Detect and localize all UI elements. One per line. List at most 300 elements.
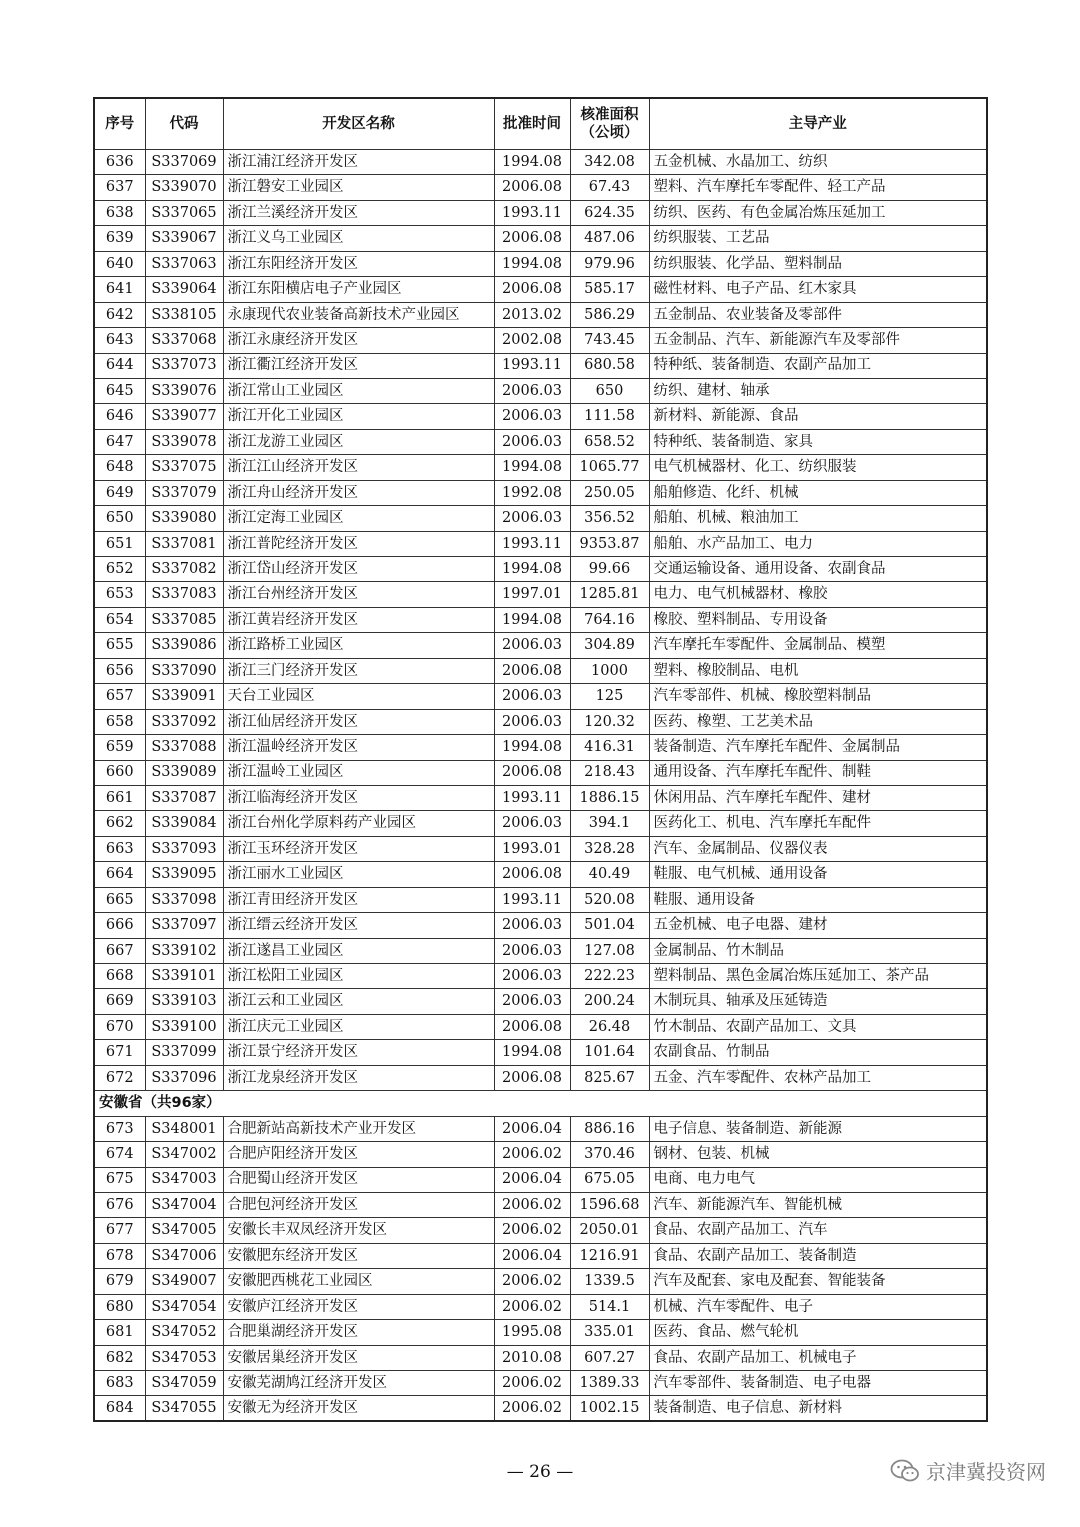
cell-code: S339070	[145, 175, 223, 200]
cell-industry: 电子信息、装备制造、新能源	[649, 1116, 987, 1141]
cell-area: 675.05	[570, 1167, 649, 1192]
cell-code: S348001	[145, 1116, 223, 1141]
cell-area: 1886.15	[570, 785, 649, 810]
cell-date: 2006.08	[494, 277, 570, 302]
cell-seq: 638	[94, 200, 145, 225]
cell-date: 2006.02	[494, 1192, 570, 1217]
cell-area: 585.17	[570, 277, 649, 302]
cell-industry: 五金机械、水晶加工、纺织	[649, 150, 987, 175]
cell-date: 1994.08	[494, 455, 570, 480]
cell-date: 1993.11	[494, 785, 570, 810]
header-date: 批准时间	[494, 98, 570, 150]
table-row	[94, 989, 987, 1014]
cell-name: 浙江丽水工业园区	[223, 862, 494, 887]
cell-seq: 674	[94, 1142, 145, 1167]
table-row	[94, 150, 987, 175]
table-row	[94, 1192, 987, 1217]
cell-seq: 642	[94, 302, 145, 327]
cell-seq: 647	[94, 429, 145, 454]
cell-date: 2006.03	[494, 633, 570, 658]
cell-code: S339064	[145, 277, 223, 302]
cell-industry: 五金制品、农业装备及零部件	[649, 302, 987, 327]
cell-code: S339067	[145, 226, 223, 251]
cell-name: 天台工业园区	[223, 684, 494, 709]
page-number: — 26 —	[506, 1462, 574, 1482]
cell-industry: 机械、汽车零配件、电子	[649, 1294, 987, 1319]
cell-seq: 662	[94, 811, 145, 836]
cell-name: 安徽长丰双凤经济开发区	[223, 1218, 494, 1243]
table-row	[94, 353, 987, 378]
table-row	[94, 531, 987, 556]
table-row	[94, 887, 987, 912]
table-row	[94, 913, 987, 938]
table-row	[94, 557, 987, 582]
cell-code: S337073	[145, 353, 223, 378]
cell-date: 2006.02	[494, 1269, 570, 1294]
table-row	[94, 862, 987, 887]
cell-seq: 671	[94, 1040, 145, 1065]
anhui-rows	[94, 1116, 987, 1421]
table-row	[94, 277, 987, 302]
watermark	[890, 1456, 1046, 1485]
cell-industry: 船舶、水产品加工、电力	[649, 531, 987, 556]
cell-date: 1993.11	[494, 887, 570, 912]
table-row	[94, 226, 987, 251]
cell-industry: 医药、橡塑、工艺美术品	[649, 709, 987, 734]
watermark-text: 京津冀投资网	[926, 1460, 1046, 1484]
cell-area: 356.52	[570, 506, 649, 531]
cell-code: S337068	[145, 328, 223, 353]
cell-name: 浙江台州经济开发区	[223, 582, 494, 607]
cell-seq: 655	[94, 633, 145, 658]
table-row	[94, 1116, 987, 1141]
cell-area: 200.24	[570, 989, 649, 1014]
table-row	[94, 429, 987, 454]
cell-code: S337079	[145, 480, 223, 505]
cell-date: 2006.04	[494, 1116, 570, 1141]
wechat-icon	[890, 1458, 920, 1484]
cell-name: 浙江遂昌工业园区	[223, 938, 494, 963]
cell-code: S339078	[145, 429, 223, 454]
cell-date: 2006.03	[494, 506, 570, 531]
cell-seq: 660	[94, 760, 145, 785]
cell-area: 586.29	[570, 302, 649, 327]
cell-area: 650	[570, 378, 649, 403]
cell-date: 2006.03	[494, 913, 570, 938]
table-row	[94, 811, 987, 836]
cell-industry: 船舶修造、化纤、机械	[649, 480, 987, 505]
table-row	[94, 684, 987, 709]
table-row	[94, 938, 987, 963]
cell-area: 1000	[570, 658, 649, 683]
cell-industry: 磁性材料、电子产品、红木家具	[649, 277, 987, 302]
cell-industry: 塑料、橡胶制品、电机	[649, 658, 987, 683]
cell-industry: 医药化工、机电、汽车摩托车配件	[649, 811, 987, 836]
cell-date: 2006.03	[494, 404, 570, 429]
cell-area: 304.89	[570, 633, 649, 658]
cell-date: 1994.08	[494, 607, 570, 632]
cell-seq: 673	[94, 1116, 145, 1141]
cell-code: S347005	[145, 1218, 223, 1243]
table-row	[94, 404, 987, 429]
cell-area: 607.27	[570, 1345, 649, 1370]
cell-code: S347055	[145, 1396, 223, 1421]
cell-name: 合肥巢湖经济开发区	[223, 1320, 494, 1345]
cell-name: 浙江云和工业园区	[223, 989, 494, 1014]
cell-code: S347054	[145, 1294, 223, 1319]
cell-industry: 电力、电气机械器材、橡胶	[649, 582, 987, 607]
cell-date: 2006.03	[494, 938, 570, 963]
cell-date: 2006.03	[494, 964, 570, 989]
cell-code: S337065	[145, 200, 223, 225]
cell-date: 2006.02	[494, 1371, 570, 1396]
cell-industry: 通用设备、汽车摩托车配件、制鞋	[649, 760, 987, 785]
cell-industry: 五金、汽车零配件、农林产品加工	[649, 1065, 987, 1090]
cell-name: 安徽无为经济开发区	[223, 1396, 494, 1421]
cell-area: 111.58	[570, 404, 649, 429]
header-name: 开发区名称	[223, 98, 494, 150]
cell-name: 浙江衢江经济开发区	[223, 353, 494, 378]
cell-name: 浙江龙游工业园区	[223, 429, 494, 454]
cell-area: 520.08	[570, 887, 649, 912]
cell-area: 218.43	[570, 760, 649, 785]
cell-date: 2010.08	[494, 1345, 570, 1370]
cell-seq: 659	[94, 735, 145, 760]
cell-code: S337083	[145, 582, 223, 607]
cell-date: 1994.08	[494, 251, 570, 276]
cell-seq: 653	[94, 582, 145, 607]
cell-date: 1997.01	[494, 582, 570, 607]
cell-code: S339102	[145, 938, 223, 963]
cell-seq: 658	[94, 709, 145, 734]
table-row	[94, 633, 987, 658]
cell-name: 浙江仙居经济开发区	[223, 709, 494, 734]
cell-code: S347004	[145, 1192, 223, 1217]
cell-seq: 652	[94, 557, 145, 582]
cell-seq: 665	[94, 887, 145, 912]
cell-industry: 塑料制品、黑色金属冶炼压延加工、茶产品	[649, 964, 987, 989]
cell-date: 1993.11	[494, 531, 570, 556]
cell-seq: 650	[94, 506, 145, 531]
cell-name: 安徽庐江经济开发区	[223, 1294, 494, 1319]
cell-industry: 休闲用品、汽车摩托车配件、建材	[649, 785, 987, 810]
cell-seq: 644	[94, 353, 145, 378]
cell-name: 浙江青田经济开发区	[223, 887, 494, 912]
cell-industry: 特种纸、装备制造、农副产品加工	[649, 353, 987, 378]
cell-name: 浙江岱山经济开发区	[223, 557, 494, 582]
cell-seq: 678	[94, 1243, 145, 1268]
cell-date: 1992.08	[494, 480, 570, 505]
table-row	[94, 1014, 987, 1039]
cell-industry: 装备制造、电子信息、新材料	[649, 1396, 987, 1421]
cell-industry: 食品、农副产品加工、汽车	[649, 1218, 987, 1243]
cell-date: 1994.08	[494, 150, 570, 175]
cell-seq: 640	[94, 251, 145, 276]
cell-name: 安徽肥东经济开发区	[223, 1243, 494, 1268]
cell-seq: 646	[94, 404, 145, 429]
table-row	[94, 735, 987, 760]
cell-date: 2006.02	[494, 1142, 570, 1167]
table-row	[94, 302, 987, 327]
cell-date: 2006.03	[494, 811, 570, 836]
cell-area: 1002.15	[570, 1396, 649, 1421]
table-row	[94, 328, 987, 353]
table-row	[94, 1396, 987, 1421]
cell-date: 1994.08	[494, 1040, 570, 1065]
table-row	[94, 785, 987, 810]
cell-date: 2006.03	[494, 709, 570, 734]
cell-industry: 纺织、建材、轴承	[649, 378, 987, 403]
table-row	[94, 658, 987, 683]
cell-area: 328.28	[570, 836, 649, 861]
cell-industry: 塑料、汽车摩托车零配件、轻工产品	[649, 175, 987, 200]
cell-name: 浙江常山工业园区	[223, 378, 494, 403]
cell-date: 2006.04	[494, 1243, 570, 1268]
anhui-section	[94, 1091, 987, 1116]
cell-industry: 电气机械器材、化工、纺织服装	[649, 455, 987, 480]
cell-seq: 636	[94, 150, 145, 175]
table-row	[94, 1040, 987, 1065]
cell-date: 1993.11	[494, 353, 570, 378]
cell-seq: 656	[94, 658, 145, 683]
cell-date: 2006.08	[494, 175, 570, 200]
cell-name: 浙江缙云经济开发区	[223, 913, 494, 938]
cell-name: 浙江东阳横店电子产业园区	[223, 277, 494, 302]
table-row	[94, 709, 987, 734]
cell-area: 764.16	[570, 607, 649, 632]
cell-name: 浙江永康经济开发区	[223, 328, 494, 353]
cell-area: 342.08	[570, 150, 649, 175]
cell-industry: 纺织服装、工艺品	[649, 226, 987, 251]
cell-name: 浙江景宁经济开发区	[223, 1040, 494, 1065]
header-seq: 序号	[94, 98, 145, 150]
cell-date: 2006.02	[494, 1396, 570, 1421]
cell-date: 2006.08	[494, 658, 570, 683]
cell-industry: 钢材、包装、机械	[649, 1142, 987, 1167]
cell-industry: 农副食品、竹制品	[649, 1040, 987, 1065]
table-row	[94, 175, 987, 200]
cell-industry: 五金机械、电子电器、建材	[649, 913, 987, 938]
table-row	[94, 582, 987, 607]
cell-seq: 676	[94, 1192, 145, 1217]
table-row	[94, 506, 987, 531]
cell-seq: 643	[94, 328, 145, 353]
cell-area: 1389.33	[570, 1371, 649, 1396]
section-row	[94, 1091, 987, 1116]
cell-name: 浙江临海经济开发区	[223, 785, 494, 810]
cell-industry: 新材料、新能源、食品	[649, 404, 987, 429]
table-row	[94, 1294, 987, 1319]
cell-area: 40.49	[570, 862, 649, 887]
cell-code: S339084	[145, 811, 223, 836]
cell-date: 2013.02	[494, 302, 570, 327]
zhejiang-rows	[94, 150, 987, 1091]
cell-seq: 684	[94, 1396, 145, 1421]
cell-area: 370.46	[570, 1142, 649, 1167]
cell-seq: 680	[94, 1294, 145, 1319]
cell-area: 394.1	[570, 811, 649, 836]
cell-date: 2006.03	[494, 989, 570, 1014]
cell-seq: 654	[94, 607, 145, 632]
cell-seq: 681	[94, 1320, 145, 1345]
cell-seq: 677	[94, 1218, 145, 1243]
cell-seq: 683	[94, 1371, 145, 1396]
cell-date: 2006.03	[494, 429, 570, 454]
cell-seq: 669	[94, 989, 145, 1014]
cell-code: S337085	[145, 607, 223, 632]
cell-area: 250.05	[570, 480, 649, 505]
cell-industry: 食品、农副产品加工、机械电子	[649, 1345, 987, 1370]
cell-date: 1994.08	[494, 557, 570, 582]
table-row	[94, 964, 987, 989]
cell-date: 1993.11	[494, 200, 570, 225]
cell-code: S339080	[145, 506, 223, 531]
cell-seq: 649	[94, 480, 145, 505]
header-code: 代码	[145, 98, 223, 150]
cell-industry: 五金制品、汽车、新能源汽车及零部件	[649, 328, 987, 353]
cell-code: S339076	[145, 378, 223, 403]
header-industry: 主导产业	[649, 98, 987, 150]
cell-seq: 675	[94, 1167, 145, 1192]
cell-name: 浙江路桥工业园区	[223, 633, 494, 658]
cell-industry: 木制玩具、轴承及压延铸造	[649, 989, 987, 1014]
cell-code: S337090	[145, 658, 223, 683]
cell-code: S339100	[145, 1014, 223, 1039]
cell-date: 2006.08	[494, 760, 570, 785]
cell-area: 1596.68	[570, 1192, 649, 1217]
table-row	[94, 1371, 987, 1396]
cell-area: 886.16	[570, 1116, 649, 1141]
cell-area: 26.48	[570, 1014, 649, 1039]
cell-name: 浙江兰溪经济开发区	[223, 200, 494, 225]
cell-code: S339086	[145, 633, 223, 658]
table-row	[94, 607, 987, 632]
cell-name: 浙江松阳工业园区	[223, 964, 494, 989]
cell-code: S337069	[145, 150, 223, 175]
cell-area: 1065.77	[570, 455, 649, 480]
cell-industry: 特种纸、装备制造、家具	[649, 429, 987, 454]
cell-name: 浙江庆元工业园区	[223, 1014, 494, 1039]
cell-area: 2050.01	[570, 1218, 649, 1243]
cell-date: 1994.08	[494, 735, 570, 760]
cell-date: 2006.02	[494, 1218, 570, 1243]
cell-area: 1285.81	[570, 582, 649, 607]
cell-area: 658.52	[570, 429, 649, 454]
cell-code: S339091	[145, 684, 223, 709]
cell-industry: 汽车及配套、家电及配套、智能装备	[649, 1269, 987, 1294]
cell-date: 1995.08	[494, 1320, 570, 1345]
cell-code: S339101	[145, 964, 223, 989]
cell-area: 67.43	[570, 175, 649, 200]
cell-code: S339095	[145, 862, 223, 887]
cell-name: 浙江东阳经济开发区	[223, 251, 494, 276]
table-row	[94, 200, 987, 225]
cell-code: S339103	[145, 989, 223, 1014]
table-row	[94, 1218, 987, 1243]
cell-name: 安徽芜湖鸠江经济开发区	[223, 1371, 494, 1396]
cell-name: 浙江温岭工业园区	[223, 760, 494, 785]
cell-industry: 食品、农副产品加工、装备制造	[649, 1243, 987, 1268]
cell-name: 浙江黄岩经济开发区	[223, 607, 494, 632]
header-area	[570, 98, 649, 150]
table-row	[94, 1269, 987, 1294]
cell-area: 825.67	[570, 1065, 649, 1090]
cell-industry: 鞋服、通用设备	[649, 887, 987, 912]
cell-industry: 汽车摩托车零配件、金属制品、模塑	[649, 633, 987, 658]
cell-industry: 汽车零部件、机械、橡胶塑料制品	[649, 684, 987, 709]
cell-name: 浙江台州化学原料药产业园区	[223, 811, 494, 836]
cell-name: 浙江磐安工业园区	[223, 175, 494, 200]
cell-code: S337098	[145, 887, 223, 912]
cell-area: 514.1	[570, 1294, 649, 1319]
cell-date: 2006.08	[494, 226, 570, 251]
cell-code: S337093	[145, 836, 223, 861]
cell-name: 浙江开化工业园区	[223, 404, 494, 429]
cell-seq: 679	[94, 1269, 145, 1294]
cell-seq: 664	[94, 862, 145, 887]
cell-code: S337097	[145, 913, 223, 938]
cell-area: 624.35	[570, 200, 649, 225]
cell-name: 浙江定海工业园区	[223, 506, 494, 531]
cell-area: 501.04	[570, 913, 649, 938]
cell-seq: 639	[94, 226, 145, 251]
cell-seq: 672	[94, 1065, 145, 1090]
development-zone-table	[93, 97, 988, 1422]
cell-code: S347002	[145, 1142, 223, 1167]
cell-name: 浙江龙泉经济开发区	[223, 1065, 494, 1090]
cell-code: S339089	[145, 760, 223, 785]
cell-industry: 电商、电力电气	[649, 1167, 987, 1192]
cell-industry: 竹木制品、农副产品加工、文具	[649, 1014, 987, 1039]
cell-industry: 金属制品、竹木制品	[649, 938, 987, 963]
cell-seq: 657	[94, 684, 145, 709]
cell-seq: 666	[94, 913, 145, 938]
cell-date: 2006.08	[494, 862, 570, 887]
cell-area: 1216.91	[570, 1243, 649, 1268]
cell-code: S339077	[145, 404, 223, 429]
table-row	[94, 760, 987, 785]
cell-date: 2006.03	[494, 378, 570, 403]
cell-area: 416.31	[570, 735, 649, 760]
cell-code: S337075	[145, 455, 223, 480]
cell-area: 101.64	[570, 1040, 649, 1065]
cell-name: 合肥庐阳经济开发区	[223, 1142, 494, 1167]
cell-code: S349007	[145, 1269, 223, 1294]
cell-date: 2006.03	[494, 684, 570, 709]
cell-industry: 汽车、新能源汽车、智能机械	[649, 1192, 987, 1217]
cell-area: 9353.87	[570, 531, 649, 556]
cell-seq: 663	[94, 836, 145, 861]
cell-code: S347003	[145, 1167, 223, 1192]
cell-industry: 橡胶、塑料制品、专用设备	[649, 607, 987, 632]
cell-area: 680.58	[570, 353, 649, 378]
cell-seq: 641	[94, 277, 145, 302]
cell-code: S347006	[145, 1243, 223, 1268]
cell-seq: 670	[94, 1014, 145, 1039]
section-title-anhui: 安徽省（共96家）	[94, 1091, 987, 1116]
cell-area: 487.06	[570, 226, 649, 251]
cell-name: 浙江三门经济开发区	[223, 658, 494, 683]
cell-seq: 668	[94, 964, 145, 989]
cell-seq: 648	[94, 455, 145, 480]
cell-area: 120.32	[570, 709, 649, 734]
cell-name: 浙江温岭经济开发区	[223, 735, 494, 760]
cell-area: 127.08	[570, 938, 649, 963]
cell-industry: 纺织、医药、有色金属冶炼压延加工	[649, 200, 987, 225]
cell-date: 2006.08	[494, 1014, 570, 1039]
cell-seq: 651	[94, 531, 145, 556]
cell-code: S337081	[145, 531, 223, 556]
